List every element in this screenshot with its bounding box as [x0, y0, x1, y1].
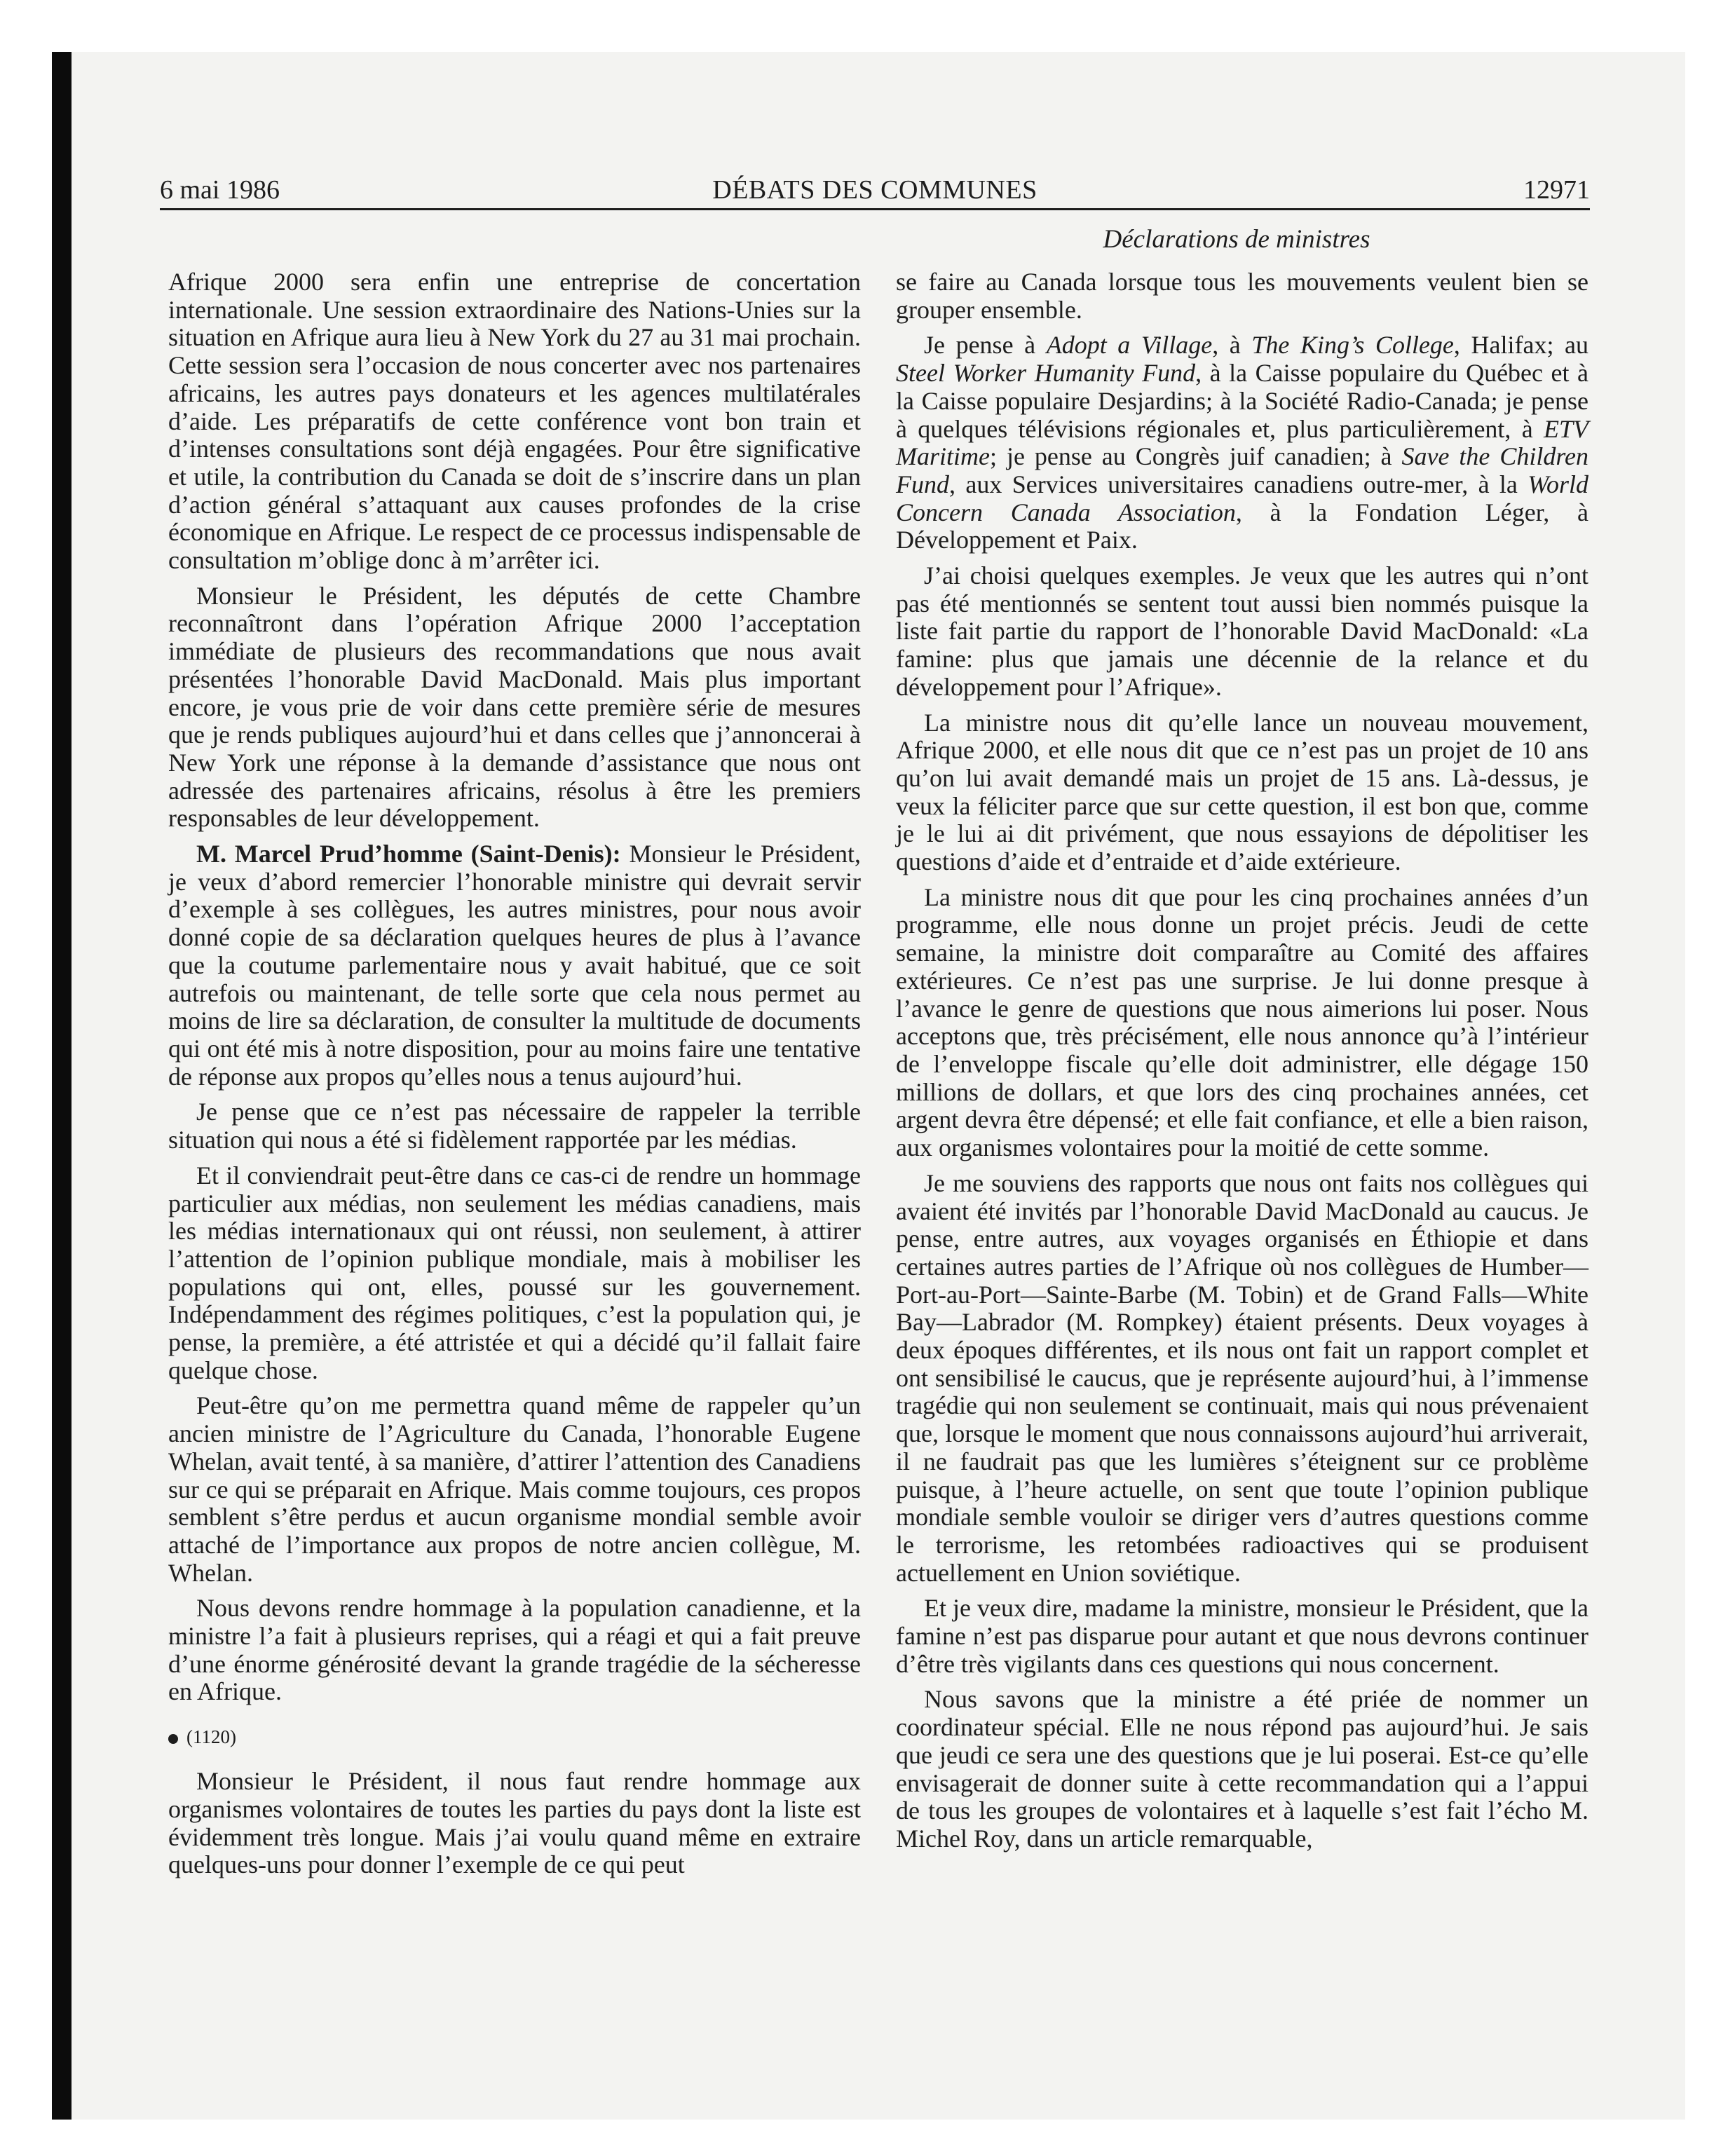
paragraph: La ministre nous dit que pour les cinq prochaines années d’un programme, elle nous donne un projet précis. Jeudi de cette semaine, la ministre doit comparaître au Comité des affaires extérieures. Ce n’est pas une surprise. Je lui donne presque à l’avance le genre de questions que nous aimerions lui poser. Nous acceptons que, très précisément, elle nous annonce qu’à l’intérieur de l’enveloppe fiscale qu’elle doit administrer, elle dégage 150 millions de dollars, et que lors des cinq prochaines années, cet argent devra être dépensé; et elle fait confiance, et elle a bien raison, aux organismes volontaires pour la moitié de cette somme. — [896, 882, 1588, 1162]
text-run: Je pense à — [924, 331, 1047, 360]
paragraph: Peut-être qu’on me permettra quand même de rappeler qu’un ancien ministre de l’Agriculture du Canada, l’honorable Eugene Whelan, avait tenté, à sa manière, d’attirer l’attention des Canadiens sur ce qui se préparait en Afrique. Mais comme toujours, ces propos semblent s’être perdus et aucun organisme mondial semble avoir attaché de l’importance aux propos de notre ancien collègue, M. Whelan. — [168, 1391, 861, 1587]
paragraph-speech — [168, 840, 861, 1091]
paragraph: se faire au Canada lorsque tous les mouvements veulent bien se grouper ensemble. — [896, 268, 1588, 324]
paragraph: Et je veux dire, madame la ministre, monsieur le Président, que la famine n’est pas disparue pour autant et que nous devrons continuer d’être très vigilants dans ces questions qui nous concernent. — [896, 1594, 1588, 1678]
text-run: , Halifax; au — [1453, 331, 1589, 360]
time-marker-label: (1120) — [186, 1726, 236, 1748]
text-run: ; je pense au Congrès juif canadien; à — [989, 442, 1402, 471]
speech-text: Monsieur le Président, je veux d’abord remercier l’honorable ministre qui devrait servir d’exemple à ses collègues, les autres ministres, pour nous avoir donné copie de sa déclaration quelques heures de plus à l’avance que la coutume parlementaire nous y avait habitué, que ce soit autrefois ou maintenant, de telle sorte que cela nous permet au moins de lire sa déclaration, de consulter la multitude de documents qui ont été mis à notre disposition, pour au moins faire une tentative de réponse aux propos qu’elles nous a tenus aujourd’hui. — [168, 840, 862, 1091]
paragraph: Je pense que ce n’est pas nécessaire de rappeler la terrible situation qui nous a été si fidèlement rapportée par les médias. — [168, 1098, 861, 1154]
paragraph: La ministre nous dit qu’elle lance un nouveau mouvement, Afrique 2000, et elle nous dit que ce n’est pas un projet de 10 ans qu’on lui avait demandé mais un projet de 15 ans. Là-dessus, je veux la féliciter parce que sur cette question, il est bon que, comme je le lui ai dit privément, que nous essayions de dépolitiser les questions d’aide et d’entraide et d’aide extérieure. — [896, 708, 1588, 876]
section-heading: Déclarations de ministres — [1103, 225, 1370, 254]
header-date: 6 mai 1986 — [160, 175, 280, 205]
text-run: , à — [1212, 331, 1252, 360]
org-name: Adopt a Village — [1046, 331, 1213, 360]
text-run: , aux Services universitaires canadiens outre-mer, à la — [949, 470, 1528, 498]
header-page-number: 12971 — [1523, 175, 1590, 205]
org-name: World Concern Canada Association — [896, 470, 1588, 526]
left-column — [168, 268, 861, 1887]
page-header — [160, 172, 1590, 207]
paragraph: Afrique 2000 sera enfin une entreprise de concertation internationale. Une session extraordinaire des Nations-Unies sur la situation en Afrique aura lieu à New York du 27 au 31 mai prochain. Cette session sera l’occasion de nous concerter avec nos partenaires africains, les autres pays donateurs et les agences multilatérales d’aide. Les préparatifs de cette conférence vont bon train et d’intenses consultations sont déjà engagées. Pour être significative et utile, la contribution du Canada se doit de s’inscrire dans un plan d’action général s’attaquant aux causes profondes de la crise économique en Afrique. Le respect de ce processus indispensable de consultation m’oblige donc à m’arrêter ici. — [168, 268, 861, 575]
paragraph-organizations — [896, 332, 1588, 554]
org-name: Steel Worker Humanity Fund — [896, 359, 1196, 388]
org-name: ETV Maritime — [896, 414, 1588, 471]
paragraph: Et il conviendrait peut-être dans ce cas-ci de rendre un hommage particulier aux médias, non seulement les médias canadiens, mais les médias internationaux qui ont réussi, non seulement, à attirer l’attention de l’opinion publique mondiale, mais à mobiliser les populations qui ont, elles, poussé sur les gouvernement. Indépendamment des régimes politiques, c’est la population qui, je pense, la première, a été attristée et qui a décidé qu’il fallait faire quelque chose. — [168, 1161, 861, 1384]
paragraph: Nous savons que la ministre a été priée de nommer un coordinateur spécial. Elle ne nous répond pas aujourd’hui. Je sais que jeudi ce sera une des questions que je lui poserai. Est-ce qu’elle envisagerait de donner suite à cette recommandation qui a l’appui de tous les groupes de volontaires et à laquelle s’est fait l’écho M. Michel Roy, dans un article remarquable, — [896, 1685, 1588, 1853]
header-rule — [160, 208, 1590, 210]
text-run: , à la Caisse populaire du Québec et à la Caisse populaire Desjardins; à la Société Radio-Canada; je pense à quelques télévisions régionales et, plus particulièrement, à — [896, 359, 1588, 443]
header-title: DÉBATS DES COMMUNES — [712, 175, 1037, 205]
right-column — [896, 268, 1588, 1861]
org-name: The King’s College — [1251, 331, 1454, 360]
time-marker — [168, 1723, 861, 1751]
paragraph: Nous devons rendre hommage à la population canadienne, et la ministre l’a fait à plusieurs reprises, qui a réagi et qui a fait preuve d’une énorme générosité devant la grande tragédie de la sécheresse en Afrique. — [168, 1594, 861, 1706]
org-name: Save the Children Fund — [896, 442, 1588, 498]
paragraph: Monsieur le Président, il nous faut rendre hommage aux organismes volontaires de toutes les parties du pays dont la liste est évidemment très longue. Mais j’ai voulu quand même en extraire quelques-uns pour donner l’exemple de ce qui peut — [168, 1767, 861, 1879]
speaker-name: M. Marcel Prud’homme (Saint-Denis): — [196, 840, 621, 868]
bullet-dot-icon — [168, 1734, 178, 1744]
scan-binding-edge — [52, 52, 72, 2120]
paragraph: Je me souviens des rapports que nous ont faits nos collègues qui avaient été invités par l’honorable David MacDonald au caucus. Je pense, entre autres, aux voyages organisés en Éthiopie et dans certaines autres parties de l’Afrique où nos collègues de Humber—Port-au-Port—Sainte-Barbe (M. Tobin) et de Grand Falls—White Bay—Labrador (M. Rompkey) étaient présents. Deux voyages à deux époques différentes, et ils nous ont fait un rapport complet et ont sensibilisé le caucus, que je représente aujourd’hui, à l’immense tragédie qui non seulement se continuait, mais qui nous prévenaient que, lorsque le moment que nous connaissons aujourd’hui arriverait, il ne faudrait pas que les lumières s’éteignent sur ce problème puisque, à l’heure actuelle, on sent que toute l’opinion publique mondiale semble vouloir se diriger vers d’autres questions comme le terrorisme, les retombées radioactives qui se produisent actuellement en Union soviétique. — [896, 1168, 1588, 1587]
text-run: , à la Fondation Léger, à Développement et Paix. — [896, 498, 1588, 554]
paragraph: Monsieur le Président, les députés de cette Chambre reconnaîtront dans l’opération Afrique 2000 l’acceptation immédiate de plusieurs des recommandations que nous avait présentées l’honorable David MacDonald. Mais plus important encore, je vous prie de voir dans cette première série de mesures que je rends publiques aujourd’hui et dans celles que j’annoncerai à New York une réponse à la demande d’assistance que nous ont adressée des partenaires africains, résolus à être les premiers responsables de leur développement. — [168, 581, 861, 833]
paragraph: J’ai choisi quelques exemples. Je veux que les autres qui n’ont pas été mentionnés se sentent tout aussi bien nommés puisque la liste fait partie du rapport de l’honorable David MacDonald: «La famine: plus que jamais une décennie de la relance et du développement pour l’Afrique». — [896, 561, 1588, 701]
